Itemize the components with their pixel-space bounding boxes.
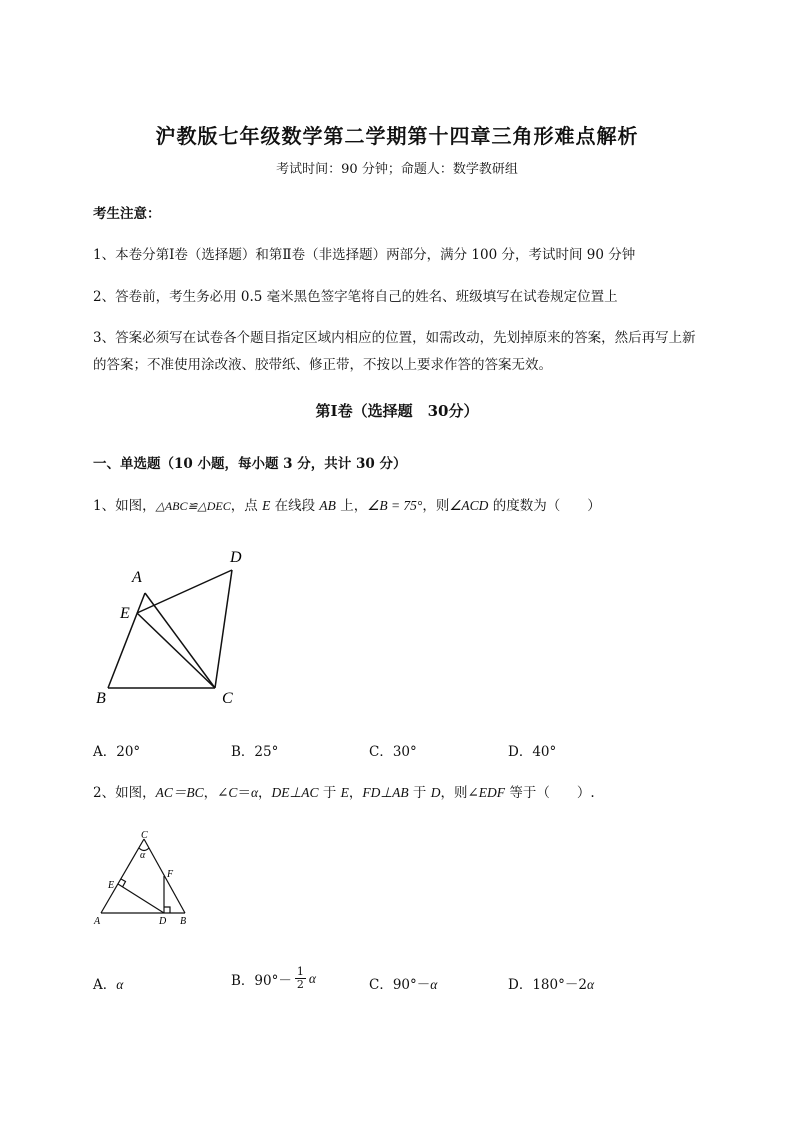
q2-right-angle-d [164,907,170,913]
q1-option-d[interactable]: D．40° [508,744,557,760]
notice-item-3-cont: 的答案；不准使用涂改液、胶带纸、修正带，不按以上要求作答的答案无效。 [93,357,552,373]
q1-label-e: E [120,605,130,622]
q1-option-c[interactable]: C．30° [369,744,417,760]
q2-s5: ， [348,785,363,801]
part-heading: 一、单选题（10 小题，每小题 3 分，共计 30 分） [93,456,407,472]
q2-option-b-denominator: 2 [296,978,304,991]
q1-seg-ac [145,593,215,688]
q2-s4: 于 [318,785,341,801]
q1-seg-dc [215,570,232,688]
exam-info: 考试时间：90 分钟；命题人：数学教研组 [276,162,518,177]
q2-option-b-alpha: α [308,970,316,986]
q2-seg-ed [118,884,164,913]
q1-mid1: ，点 [230,498,263,514]
q1-segment-ab: AB [319,498,336,513]
question-2-text [93,781,595,801]
notice-item-1: 1、本卷分第Ⅰ卷（选择题）和第Ⅱ卷（非选择题）两部分，满分 100 分，考试时间 90 分钟 [93,247,636,263]
q2-s7: ，则∠ [440,785,479,801]
q1-mid3: 上， [335,498,368,514]
q1-option-a[interactable]: A．20° [93,744,141,760]
notice-item-2: 2、答卷前，考生务必用 0.5 毫米黑色签字笔将自己的姓名、班级填写在试卷规定位置上 [93,289,618,305]
q1-figure [90,540,260,715]
q2-option-d-alpha: α [586,977,595,992]
q1-prefix: 1、如图， [93,498,156,514]
q2-option-b[interactable] [231,966,316,991]
q2-label-b: B [180,916,187,927]
q2-option-a[interactable] [93,973,123,993]
notice-item-3: 3、答案必须写在试卷各个题目指定区域内相应的位置，如需改动，先划掉原来的答案，然后再写上新 [93,330,696,346]
q1-mid4: ，则 [422,498,450,514]
q1-option-b[interactable]: B．25° [231,744,279,760]
q2-label-a: A [94,916,101,927]
q2-s2: ＝ [237,785,251,801]
q2-s3: ， [258,785,272,801]
q2-s1: ，∠ [203,785,229,801]
q1-label-d: D [230,549,242,566]
section-title: 第Ⅰ卷（选择题 30分） [315,402,479,420]
q1-label-b: B [96,690,106,707]
q2-suffix: 等于（ ）. [505,785,595,801]
q2-option-d-prefix: D．180°－2 [508,977,587,993]
q2-option-a-prefix: A． [93,977,117,993]
q2-option-c-prefix: C．90°－ [369,977,431,993]
q2-cond-de-ac: DE⊥AC [271,785,319,800]
q2-figure [88,826,198,931]
q2-angle-c: C [228,785,238,800]
q2-cond-fd-ab: FD⊥AB [362,785,409,800]
q1-mid2: 在线段 [270,498,320,514]
q2-option-a-alpha: α [116,977,124,992]
q1-suffix: 的度数为（ ） [488,498,601,514]
q2-option-d[interactable] [508,973,594,993]
q2-label-c: C [141,830,148,841]
notice-heading: 考生注意： [93,206,161,222]
q1-angle-b: ∠B = 75° [367,498,423,513]
q2-alpha: α [250,785,259,800]
q1-seg-ec [137,613,215,688]
q2-option-b-numerator: 1 [296,965,304,978]
q2-option-b-fraction [295,966,306,991]
question-1-text [93,494,601,514]
q1-angle-acd: ∠ACD [449,498,489,513]
q1-label-a: A [132,569,142,586]
q2-label-f: F [167,869,174,880]
q1-label-c: C [222,690,233,707]
q1-seg-ed [137,570,232,613]
q2-label-d: D [159,916,167,927]
q2-cond-ac-bc: AC＝BC [155,785,204,800]
q2-label-e: E [108,880,115,891]
q2-angle-edf: EDF [478,785,506,800]
q2-point-e: E [340,785,349,800]
q2-option-c-alpha: α [430,977,438,992]
q2-s6: 于 [408,785,431,801]
q1-point-e: E [262,498,271,513]
q2-option-b-prefix: B．90°－ [231,972,292,989]
q2-prefix: 2、如图， [93,785,156,801]
page-title: 沪教版七年级数学第二学期第十四章三角形难点解析 [155,124,639,148]
q2-seg-ac [101,839,144,913]
q2-option-c[interactable] [369,973,437,993]
q2-point-d: D [430,785,441,800]
q2-label-alpha: α [140,850,146,861]
q1-congruence: △ABC≌△DEC [155,499,231,513]
